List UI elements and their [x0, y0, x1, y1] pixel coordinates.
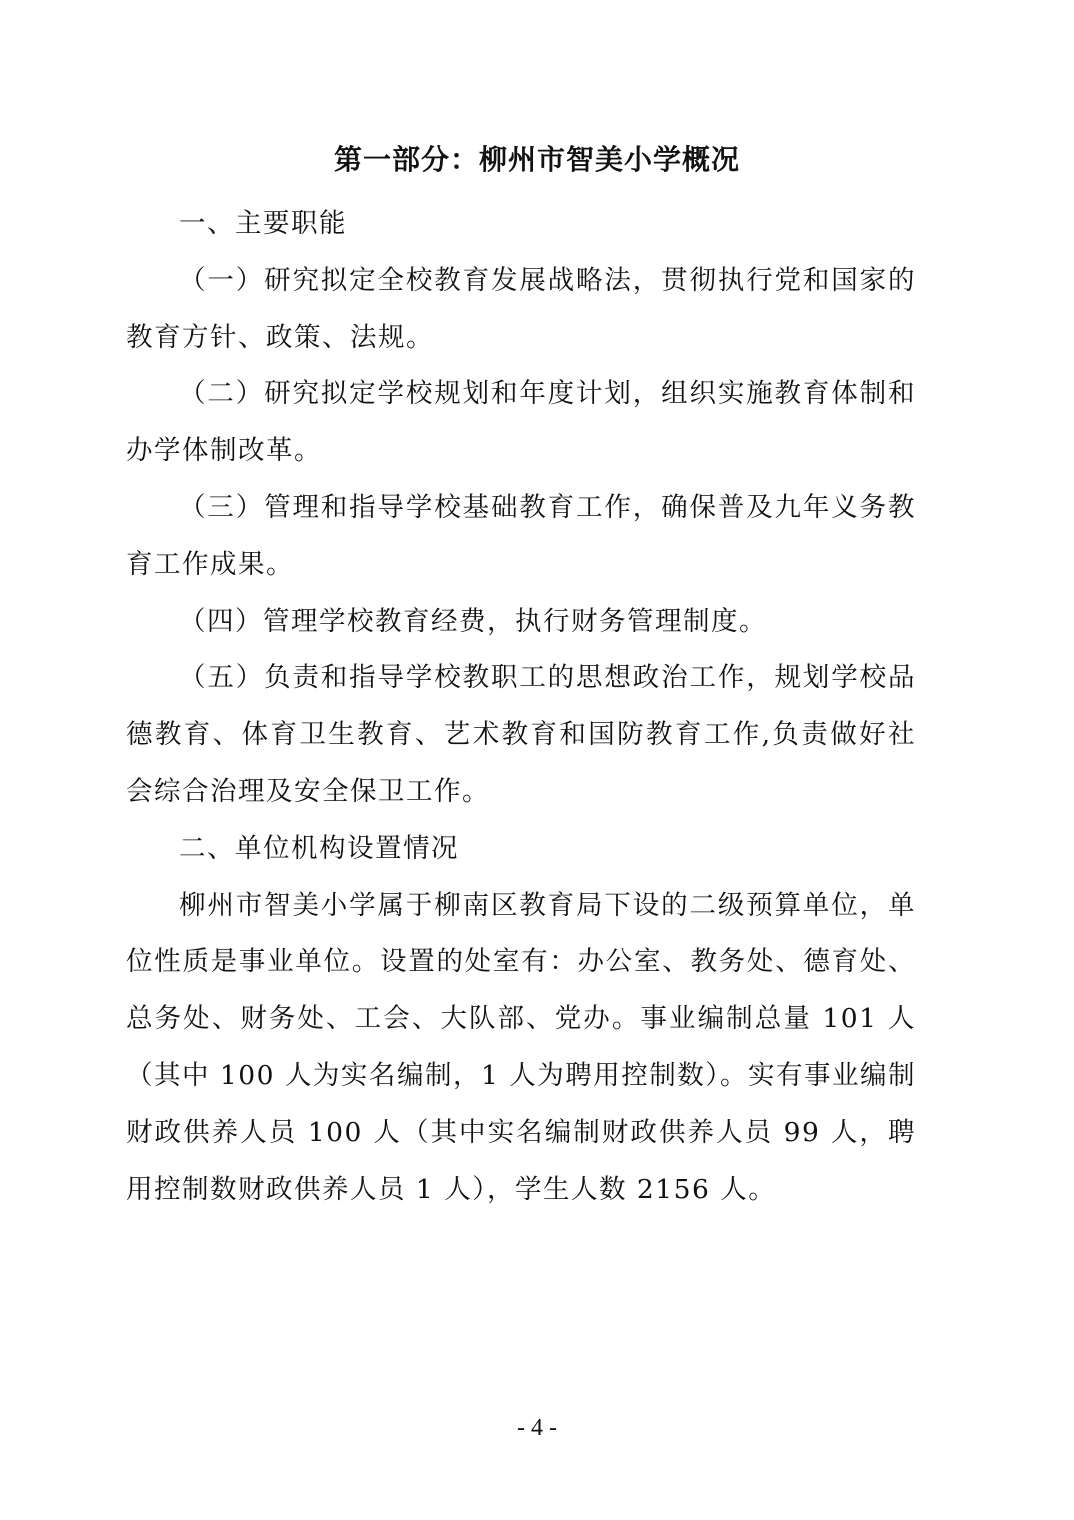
organization-paragraph: 柳州市智美小学属于柳南区教育局下设的二级预算单位，单位性质是事业单位。设置的处室有：办公室、教务处、德育处、总务处、财务处、工会、大队部、党办。事业编制总量 101 人（其中 100 人为实名编制，1 人为聘用控制数）。实有事业编制财政供养人员 100 人（其中实名编制财政供养人员 99 人，聘用控制数财政供养人员 1 人），学生人数 2156 人。: [126, 889, 916, 1205]
function-item-4: （四）管理学校教育经费，执行财务管理制度。: [179, 605, 767, 637]
function-item-2: （二）研究拟定学校规划和年度计划，组织实施教育体制和办学体制改革。: [126, 378, 916, 467]
section-heading-organization: 二、单位机构设置情况: [179, 832, 459, 864]
section-heading-functions: 一、主要职能: [179, 208, 347, 239]
function-item-1: （一）研究拟定全校教育发展战略法，贯彻执行党和国家的教育方针、政策、法规。: [126, 264, 916, 353]
function-item-3: （三）管理和指导学校基础教育工作，确保普及九年义务教育工作成果。: [126, 491, 916, 580]
page-number: - 4 -: [517, 1415, 557, 1441]
function-item-5: （五）负责和指导学校教职工的思想政治工作，规划学校品德教育、体育卫生教育、艺术教育和国防教育工作,负责做好社会综合治理及安全保卫工作。: [126, 662, 916, 807]
page-title: 第一部分：柳州市智美小学概况: [333, 143, 740, 176]
document-body: [126, 196, 916, 1218]
